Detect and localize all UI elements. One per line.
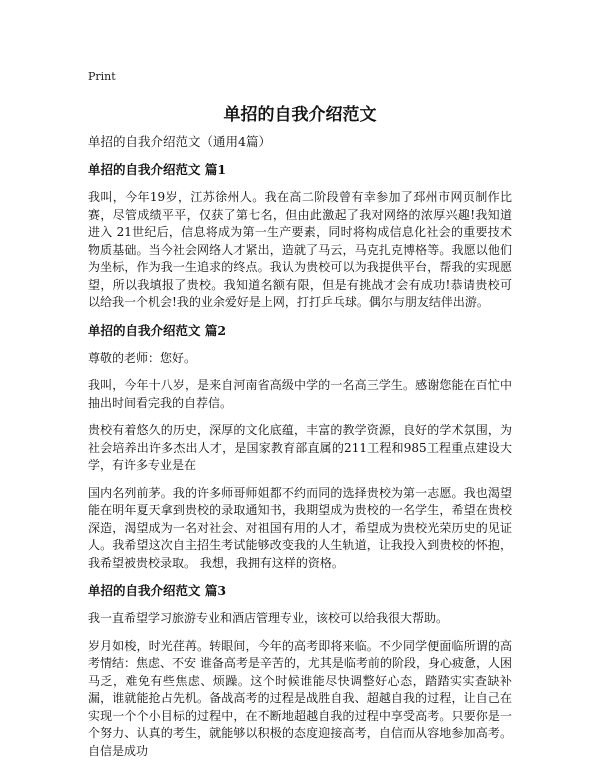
section-heading: 单招的自我介绍范文 篇3 (88, 583, 227, 598)
section-heading: 单招的自我介绍范文 篇1 (88, 162, 227, 177)
section-heading: 单招的自我介绍范文 篇2 (88, 322, 227, 338)
paragraph: 国内名列前茅。我的许多师哥师姐都不约而同的选择贵校为第一志愿。我也渴望能在明年夏天拿到贵校的录取通知书，我期望成为贵校的一名学生，希望在贵校深造，渴望成为一名对社会、对祖国有用的人才，希望成为贵校光荣历史的见证人。我希望这次自主招生考试能够改变我的人生轨道，让我投入到贵校的怀抱，我希望被贵校录取。 我想，我拥有这样的资格。 (88, 485, 512, 570)
document-subtitle: 单招的自我介绍范文（通用4篇） (88, 134, 271, 149)
document-body (88, 133, 512, 770)
paragraph: 岁月如梭，时光荏苒。转眼间，今年的高考即将来临。不少同学便面临所谓的高考情结：焦虑、不安 谁备高考是辛苦的，尤其是临考前的阶段，身心疲惫，人困马乏，难免有些焦虑、烦躁。这个时候谁能尽快调整好心态，踏踏实实查缺补漏，谁就能抢占先机。备战高考的过程是战胜自我、超越自我的过程，让自己在实现一个个小目标的过程中，在不断地超越自我的过程中享受高考。只要你是一个努力、认真的考生，就能够以积极的态度迎接高考，自信而从容地参加高考。 自信是成功 (88, 638, 512, 758)
page-title: 单招的自我介绍范文 (223, 105, 377, 125)
paragraph: 我叫，今年19岁，江苏徐州人。我在高二阶段曾有幸参加了邳州市网页制作比赛，尽管成绩平平，仅获了第七名，但由此激起了我对网络的浓厚兴趣!我知道进入 21世纪后，信息将成为第一生产要素，同时将构成信息化社会的重要技术物质基础。当今社会网络人才紧出，造就了马云，马克扎克博格等。我愿以他们为坐标，作为我一生追求的终点。我认为贵校可以为我提供平台，帮我的实现愿望，所以我填报了贵校。我知道名额有限，但是有挑战才会有成功!恭请贵校可以给我一个机会!我的业余爱好是上网，打打乒乓球。偶尔与朋友结伴出游。 (88, 190, 512, 309)
paragraph: 贵校有着悠久的历史，深厚的文化底蕴，丰富的教学资源，良好的学术氛围，为社会培养出许多杰出人才，是国家教育部直属的211工程和985工程重点建设大学，有许多专业是在 (88, 423, 512, 472)
print-link[interactable]: Print (88, 70, 116, 83)
paragraph: 我一直希望学习旅游专业和酒店管理专业，该校可以给我很大帮助。 (88, 611, 449, 625)
paragraph: 我叫，今年十八岁，是来自河南省高级中学的一名高三学生。感谢您能在百忙中抽出时间看完我的自荐信。 (88, 378, 512, 410)
paragraph: 尊敬的老师：您好。 (88, 350, 197, 365)
